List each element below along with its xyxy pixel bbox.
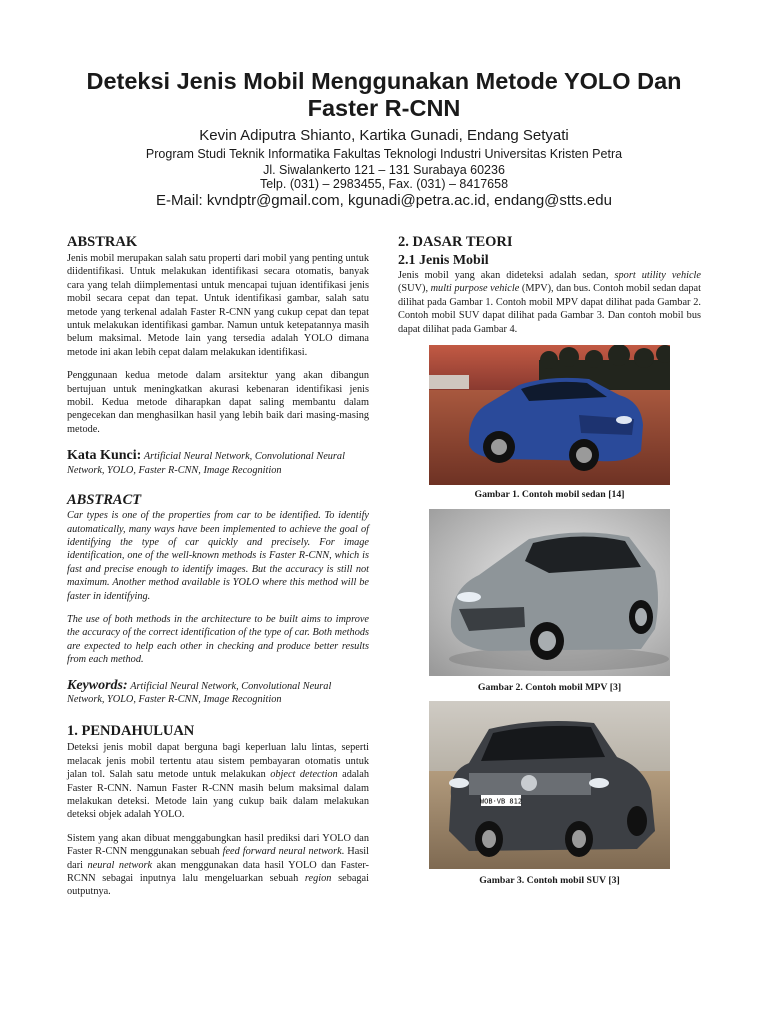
kata-kunci <box>67 449 369 477</box>
keywords-label: Keywords: <box>67 677 128 693</box>
affiliation: Program Studi Teknik Informatika Fakultas Teknologi Industri Universitas Kristen Petra <box>145 147 623 161</box>
dasar-teori-heading: 2. DASAR TEORI <box>398 234 513 250</box>
jenis-mobil-heading: 2.1 Jenis Mobil <box>398 253 489 268</box>
left-column <box>67 234 369 899</box>
figure-3-suv-photo <box>429 701 670 869</box>
abstract-heading: ABSTRACT <box>67 492 142 509</box>
address: Jl. Siwalankerto 121 – 131 Surabaya 60236 <box>263 163 505 177</box>
figure-1-sedan-photo <box>429 345 670 485</box>
kata-kunci-text: Artificial Neural Network, Convolutional Neural Network, YOLO, Faster R-CNN, Image Recognition <box>67 451 345 476</box>
keywords <box>67 679 369 707</box>
abstrak-heading: ABSTRAK <box>67 234 138 250</box>
right-column <box>398 234 701 336</box>
paper-title: Deteksi Jenis Mobil Menggunakan Metode YOLO Dan Faster R-CNN <box>86 68 682 121</box>
figure-3-caption: Gambar 3. Contoh mobil SUV [3] <box>479 875 620 886</box>
email-line: E-Mail: kvndptr@gmail.com, kgunadi@petra.ac.id, endang@stts.edu <box>156 192 612 209</box>
pendahuluan-heading: 1. PENDAHULUAN <box>67 723 195 740</box>
pendahuluan-paragraph-1: Deteksi jenis mobil dapat berguna bagi keperluan lalu lintas, seperti melacak jenis mobil tertentu atau sistem pembayaran otomatis untuk jalan tol. Salah satu metode untuk melakukan object detection adalah Faster R-CNN. Namun Faster R-CNN masih belum maksimal dalam melakukan deteksi. Metode lain yang cukup baik dalam melakukan deteksi objek adalah YOLO. <box>67 742 369 821</box>
abstrak-paragraph-2: Penggunaan kedua metode dalam arsitektur yang akan dibangun bertujuan untuk meningkatkan akurasi kebenaran identifikasi jenis mobil. Kedua metode diharapkan dapat saling membantu dalam pengecekan dan menghasilkan hasil yang lebih baik dari masing-masing metode. <box>67 370 369 435</box>
jenis-mobil-paragraph: Jenis mobil yang akan dideteksi adalah sedan, sport utility vehicle (SUV), multi purpose vehicle (MPV), dan bus. Contoh mobil sedan dapat dilihat pada Gambar 1. Contoh mobil MPV dapat dilihat pada Gambar 2. Contoh mobil SUV dapat dilihat pada Gambar 3. Dan contoh mobil bus dapat dilihat pada Gambar 4. <box>398 270 701 335</box>
authors: Kevin Adiputra Shianto, Kartika Gunadi, Endang Setyati <box>199 127 569 144</box>
abstrak-paragraph-1: Jenis mobil merupakan salah satu properti dari mobil yang penting untuk diidentifikasi. Untuk melakukan identifikasi secara otomatis, banyak cara yang telah diimplementasi untuk mencapai tujuan identifikasi jenis mobil secara cepat dan tepat. Untuk identifikasi gambar, salah satu metode yang terkenal adalah Faster R-CNN yang cukup cepat dan tepat untuk melakukan identifikasi gambar. Namun untuk ketepatannya masih belum maksimal. Metode lain yang tersedia adalah YOLO dimana metode ini akan lebih cepat dalam melakukan identifikasi. <box>67 253 369 358</box>
abstract-paragraph-1: Car types is one of the properties from car to be identified. To identify automatically, many ways have been implemented to achieve the goal of identifying the type of car quickly and precisely. For image identification, one of the well-known methods is Faster R-CNN, which is fast and precise enough to identify images. But the accuracy is still not maximum. Another method available is YOLO where this method will be faster in identifying. <box>67 510 369 602</box>
keywords-text: Artificial Neural Network, Convolutional Neural Network, YOLO, Faster R-CNN, Image Recognition <box>67 680 332 705</box>
figure-2-mpv-photo <box>429 509 670 676</box>
license-plate-text: WOB·VB 812 <box>479 797 523 806</box>
kata-kunci-label: Kata Kunci: <box>67 448 142 464</box>
abstract-paragraph-2: The use of both methods in the architecture to be built aims to improve the accuracy of the correct identification of the type of car. Both methods are expected to help each other in checking and produce better results from each method. <box>67 613 369 666</box>
pendahuluan-paragraph-2: Sistem yang akan dibuat menggabungkan hasil prediksi dari YOLO dan Faster R-CNN menggunakan sebuah feed forward neural network. Hasil dari neural network akan menggunakan data hasil YOLO dan Faster-RCNN sebagai inputnya lalu mengeluarkan sebuah region sebagai outputnya. <box>67 832 369 898</box>
telephone: Telp. (031) – 2983455, Fax. (031) – 8417658 <box>259 177 509 191</box>
figure-1-caption: Gambar 1. Contoh mobil sedan [14] <box>474 489 625 500</box>
figure-2-caption: Gambar 2. Contoh mobil MPV [3] <box>477 682 622 693</box>
